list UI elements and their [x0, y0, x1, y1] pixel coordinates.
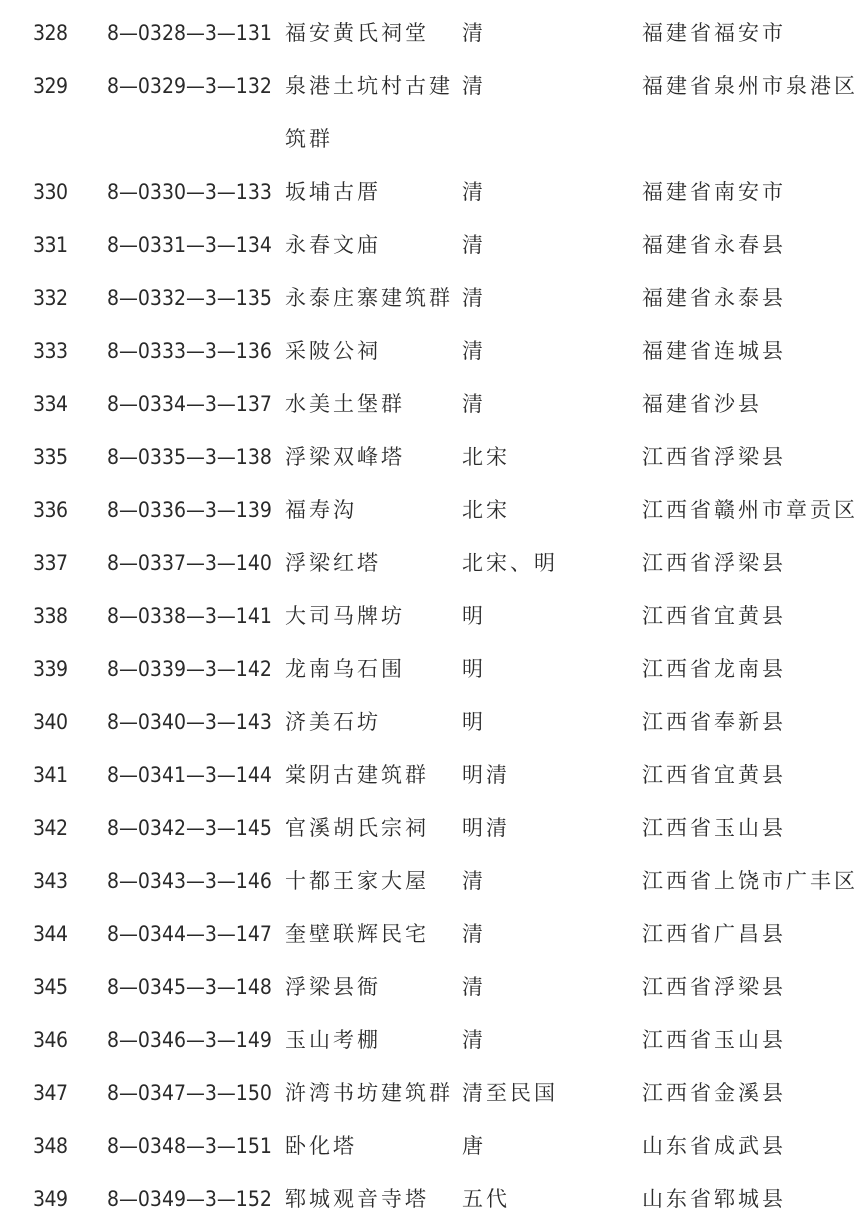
row-code: 8—0340—3—143 [107, 710, 272, 734]
row-code: 8—0329—3—132 [107, 74, 272, 98]
row-code: 8—0342—3—145 [107, 816, 272, 840]
row-name: 济美石坊 [285, 710, 381, 734]
row-number: 336 [33, 498, 68, 522]
row-code: 8—0348—3—151 [107, 1134, 272, 1158]
row-number: 341 [33, 763, 68, 787]
row-era: 清 [462, 1028, 486, 1052]
row-name: 采陂公祠 [285, 339, 381, 363]
row-code: 8—0347—3—150 [107, 1081, 272, 1105]
row-name: 卧化塔 [285, 1134, 357, 1158]
row-era: 北宋 [462, 445, 510, 469]
table-row-continuation [0, 124, 864, 154]
row-number: 331 [33, 233, 68, 257]
row-location: 江西省金溪县 [642, 1081, 786, 1105]
row-era: 北宋、明 [462, 551, 558, 575]
row-location: 江西省宜黄县 [642, 604, 786, 628]
row-era: 明清 [462, 763, 510, 787]
row-name: 龙南乌石围 [285, 657, 405, 681]
row-location: 福建省连城县 [642, 339, 786, 363]
row-location: 江西省奉新县 [642, 710, 786, 734]
table-row [0, 919, 864, 949]
row-number: 340 [33, 710, 68, 734]
row-code: 8—0345—3—148 [107, 975, 272, 999]
table-row [0, 548, 864, 578]
row-name: 大司马牌坊 [285, 604, 405, 628]
table-row [0, 1078, 864, 1108]
table-row [0, 18, 864, 48]
row-era: 清 [462, 21, 486, 45]
row-name: 浮梁红塔 [285, 551, 381, 575]
row-name: 郓城观音寺塔 [285, 1187, 429, 1211]
table-row [0, 1025, 864, 1055]
table-row [0, 707, 864, 737]
row-number: 342 [33, 816, 68, 840]
row-name: 福安黄氏祠堂 [285, 21, 429, 45]
row-name: 棠阴古建筑群 [285, 763, 429, 787]
row-name: 水美土堡群 [285, 392, 405, 416]
row-location: 江西省浮梁县 [642, 975, 786, 999]
table-row [0, 336, 864, 366]
row-code: 8—0349—3—152 [107, 1187, 272, 1211]
row-location: 江西省浮梁县 [642, 445, 786, 469]
table-row [0, 495, 864, 525]
row-number: 344 [33, 922, 68, 946]
row-era: 清至民国 [462, 1081, 558, 1105]
row-number: 338 [33, 604, 68, 628]
row-location: 江西省上饶市广丰区 [642, 869, 858, 893]
row-era: 明 [462, 604, 486, 628]
row-number: 335 [33, 445, 68, 469]
row-number: 348 [33, 1134, 68, 1158]
row-number: 343 [33, 869, 68, 893]
row-name: 浮梁双峰塔 [285, 445, 405, 469]
row-era: 清 [462, 233, 486, 257]
row-name: 浒湾书坊建筑群 [285, 1081, 453, 1105]
row-code: 8—0341—3—144 [107, 763, 272, 787]
row-era: 五代 [462, 1187, 510, 1211]
table-row [0, 442, 864, 472]
row-number: 339 [33, 657, 68, 681]
row-code: 8—0346—3—149 [107, 1028, 272, 1052]
row-location: 江西省赣州市章贡区 [642, 498, 858, 522]
row-number: 329 [33, 74, 68, 98]
row-location: 福建省泉州市泉港区 [642, 74, 858, 98]
table-row [0, 972, 864, 1002]
row-code: 8—0337—3—140 [107, 551, 272, 575]
row-code: 8—0332—3—135 [107, 286, 272, 310]
table-row [0, 813, 864, 843]
row-location: 福建省福安市 [642, 21, 786, 45]
table-row [0, 389, 864, 419]
row-code: 8—0331—3—134 [107, 233, 272, 257]
table-row [0, 283, 864, 313]
row-name: 浮梁县衙 [285, 975, 381, 999]
row-era: 清 [462, 74, 486, 98]
row-era: 明 [462, 710, 486, 734]
table-row [0, 601, 864, 631]
table-row [0, 230, 864, 260]
row-location: 江西省广昌县 [642, 922, 786, 946]
row-era: 清 [462, 339, 486, 363]
row-era: 清 [462, 975, 486, 999]
table-row [0, 177, 864, 207]
row-number: 334 [33, 392, 68, 416]
row-location: 福建省永泰县 [642, 286, 786, 310]
row-code: 8—0330—3—133 [107, 180, 272, 204]
row-location: 福建省沙县 [642, 392, 762, 416]
row-code: 8—0335—3—138 [107, 445, 272, 469]
row-number: 333 [33, 339, 68, 363]
row-code: 8—0344—3—147 [107, 922, 272, 946]
row-era: 明 [462, 657, 486, 681]
row-location: 山东省成武县 [642, 1134, 786, 1158]
row-code: 8—0343—3—146 [107, 869, 272, 893]
row-code: 8—0336—3—139 [107, 498, 272, 522]
row-number: 330 [33, 180, 68, 204]
row-location: 江西省玉山县 [642, 816, 786, 840]
row-code: 8—0338—3—141 [107, 604, 272, 628]
row-location: 江西省龙南县 [642, 657, 786, 681]
row-name: 永泰庄寨建筑群 [285, 286, 453, 310]
row-name: 永春文庙 [285, 233, 381, 257]
row-era: 清 [462, 922, 486, 946]
table-row [0, 760, 864, 790]
row-number: 337 [33, 551, 68, 575]
table-row [0, 71, 864, 101]
row-location: 山东省郓城县 [642, 1187, 786, 1211]
row-number: 349 [33, 1187, 68, 1211]
row-era: 北宋 [462, 498, 510, 522]
row-name: 坂埔古厝 [285, 180, 381, 204]
table-row [0, 866, 864, 896]
row-name: 十都王家大屋 [285, 869, 429, 893]
row-location: 江西省浮梁县 [642, 551, 786, 575]
row-name: 福寿沟 [285, 498, 357, 522]
table-row [0, 654, 864, 684]
table-row [0, 1131, 864, 1161]
row-era: 清 [462, 392, 486, 416]
row-location: 江西省宜黄县 [642, 763, 786, 787]
row-number: 347 [33, 1081, 68, 1105]
row-era: 唐 [462, 1134, 486, 1158]
row-number: 346 [33, 1028, 68, 1052]
row-code: 8—0334—3—137 [107, 392, 272, 416]
row-era: 明清 [462, 816, 510, 840]
row-code: 8—0339—3—142 [107, 657, 272, 681]
row-era: 清 [462, 180, 486, 204]
row-name: 官溪胡氏宗祠 [285, 816, 429, 840]
row-number: 328 [33, 21, 68, 45]
row-location: 福建省永春县 [642, 233, 786, 257]
row-name-continuation: 筑群 [285, 127, 333, 151]
row-era: 清 [462, 869, 486, 893]
row-era: 清 [462, 286, 486, 310]
row-code: 8—0328—3—131 [107, 21, 272, 45]
row-name: 泉港土坑村古建 [285, 74, 453, 98]
row-name: 奎壁联辉民宅 [285, 922, 429, 946]
row-number: 332 [33, 286, 68, 310]
row-location: 福建省南安市 [642, 180, 786, 204]
row-code: 8—0333—3—136 [107, 339, 272, 363]
row-number: 345 [33, 975, 68, 999]
row-name: 玉山考棚 [285, 1028, 381, 1052]
row-location: 江西省玉山县 [642, 1028, 786, 1052]
table-row [0, 1184, 864, 1214]
